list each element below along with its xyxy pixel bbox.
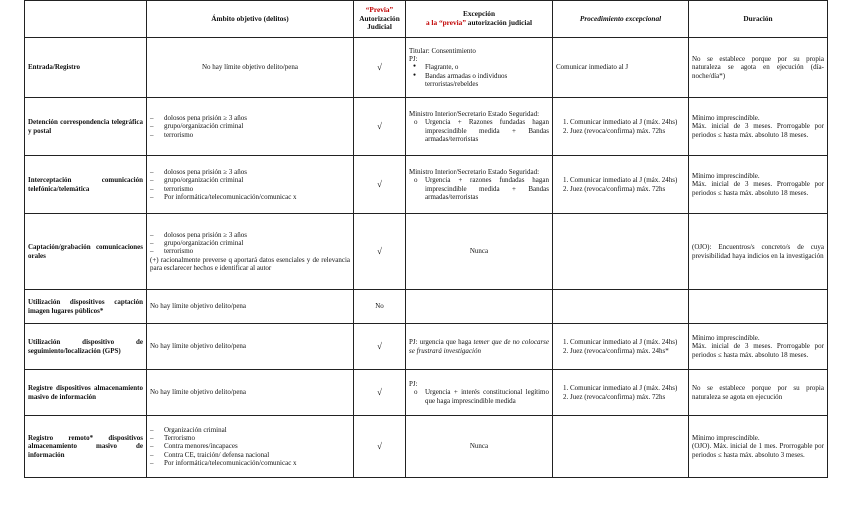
exception-line: PJ: — [409, 379, 418, 388]
list-item: 2. Juez (revoca/confirma) máx. 24hs* — [570, 347, 685, 355]
header-authorization-rest: Autorización Judicial — [359, 13, 400, 32]
row-scope: No hay límite objetivo delito/pena — [147, 324, 354, 370]
table-row — [25, 98, 828, 156]
scope-note: (+) racionalmente preverse q aportará datos esenciales y de relevancia para esclarecer hechos e identificar al autor — [150, 255, 350, 273]
row-exception: Nunca — [406, 416, 553, 478]
header-authorization — [354, 1, 406, 38]
list-item: – terrorismo — [150, 131, 350, 139]
header-row — [25, 1, 828, 38]
list-item: – Contra CE, traición/ defensa nacional — [150, 451, 350, 459]
table-row — [25, 156, 828, 214]
list-item: – Contra menores/incapaces — [150, 442, 350, 450]
row-title: Captación/grabación comunicaciones orales — [25, 214, 147, 290]
check-mark: √ — [354, 324, 406, 370]
row-exception — [406, 38, 553, 98]
row-duration — [689, 156, 828, 214]
row-scope — [147, 98, 354, 156]
list-item: – dolosos pena prisión ≥ 3 años — [150, 168, 350, 176]
check-mark: √ — [354, 38, 406, 98]
header-exception-prefix: a la — [425, 18, 439, 27]
list-item: – Terrorismo — [150, 434, 350, 442]
header-exception-top: Excepción — [462, 9, 496, 19]
list-item: 1. Comunicar inmediato al J (máx. 24hs) — [570, 384, 685, 392]
header-scope: Ámbito objetivo (delitos) — [147, 1, 354, 38]
row-exception — [406, 98, 553, 156]
duration-line: Máx. inicial de 3 meses. Prorrogable por periodos ≤ hasta máx. absoluto 18 meses. — [692, 180, 824, 197]
row-duration — [689, 416, 828, 478]
row-procedure — [553, 324, 689, 370]
row-scope: No hay límite objetivo delito/pena — [147, 370, 354, 416]
row-title: Entrada/Registro — [25, 38, 147, 98]
list-item: o Urgencia + Razones fundadas hagan imprescindible medida + Bandas armadas/terroristas — [409, 118, 549, 143]
list-item: – terrorismo — [150, 247, 350, 255]
row-procedure — [553, 290, 689, 324]
row-duration — [689, 98, 828, 156]
row-duration: (OJO): Encuentros/s concreto/s de cuya previsibilidad haya indicios en la investigación — [689, 214, 828, 290]
header-procedure: Procedimiento excepcional — [553, 1, 689, 38]
header-blank — [25, 1, 147, 38]
check-mark: √ — [354, 214, 406, 290]
header-exception-suffix: autorización judicial — [465, 18, 533, 27]
exception-text: PJ: urgencia que haga — [409, 338, 474, 347]
check-mark: √ — [354, 156, 406, 214]
list-item: – grupo/organización criminal — [150, 239, 350, 247]
duration-line: Máx. inicial de 3 meses. Prorrogable por periodos ≤ hasta máx. absoluto 18 meses. — [692, 342, 824, 359]
row-exception — [406, 370, 553, 416]
row-procedure — [553, 370, 689, 416]
list-item: – Por informática/telecomunicación/comunicac x — [150, 193, 350, 201]
list-item: – Por informática/telecomunicación/comunicac x — [150, 459, 350, 467]
row-scope — [147, 156, 354, 214]
legal-measures-table — [24, 0, 828, 478]
list-item: – terrorismo — [150, 185, 350, 193]
table-row — [25, 214, 828, 290]
row-scope — [147, 416, 354, 478]
row-exception: Nunca — [406, 214, 553, 290]
list-item: – dolosos pena prisión ≥ 3 años — [150, 114, 350, 122]
exception-line: PJ: — [409, 54, 418, 63]
list-item: – dolosos pena prisión ≥ 3 años — [150, 231, 350, 239]
exception-line: Titular: Consentimiento — [409, 46, 476, 55]
check-mark: √ — [354, 98, 406, 156]
exception-line: Ministro Interior/Secretario Estado Seguridad: — [409, 167, 540, 176]
header-exception-red: “previa” — [438, 18, 466, 27]
list-item: 2. Juez (revoca/confirma) máx. 72hs — [570, 393, 685, 401]
list-item: 2. Juez (revoca/confirma) máx. 72hs — [570, 185, 685, 193]
list-item: ● Flagrante, o — [409, 63, 549, 71]
duration-line: Mínimo imprescindible. — [692, 113, 760, 122]
row-duration — [689, 290, 828, 324]
duration-line: (OJO). Máx. inicial de 1 mes. Prorrogable por periodos ≤ hasta máx. absoluto 3 meses. — [692, 442, 824, 459]
duration-line: Mínimo imprescindible. — [692, 171, 760, 180]
list-item: – grupo/organización criminal — [150, 176, 350, 184]
list-item: ● Bandas armadas o individuos terroristas/rebeldes — [409, 72, 549, 89]
list-item: 1. Comunicar inmediato al J (máx. 24hs) — [570, 338, 685, 346]
table-row — [25, 38, 828, 98]
row-procedure: Comunicar inmediato al J — [553, 38, 689, 98]
row-title: Registro remoto* dispositivos almacenamiento masivo de información — [25, 416, 147, 478]
row-title: Detención correspondencia telegráfica y postal — [25, 98, 147, 156]
row-scope — [147, 214, 354, 290]
exception-text-italic: temer que de no colocarse se frustrará investigación — [409, 338, 549, 355]
list-item: 2. Juez (revoca/confirma) máx. 72hs — [570, 127, 685, 135]
check-mark: √ — [354, 416, 406, 478]
row-title: Registre dispositivos almacenamiento masivo de información — [25, 370, 147, 416]
table-row — [25, 370, 828, 416]
list-item: 1. Comunicar inmediato al J (máx. 24hs) — [570, 176, 685, 184]
row-authorization: No — [354, 290, 406, 324]
list-item: – grupo/organización criminal — [150, 122, 350, 130]
list-item: o Urgencia + razones fundadas hagan imprescindible medida + Bandas armadas/terroristas — [409, 176, 549, 201]
row-procedure — [553, 156, 689, 214]
table-row — [25, 324, 828, 370]
row-exception — [406, 324, 553, 370]
row-title: Utilización dispositivos captación imagen lugares públicos* — [25, 290, 147, 324]
row-exception — [406, 156, 553, 214]
header-exception — [406, 1, 553, 38]
row-title: Interceptación comunicación telefónica/telemática — [25, 156, 147, 214]
row-duration — [689, 324, 828, 370]
row-title: Utilización dispositivo de seguimiento/localización (GPS) — [25, 324, 147, 370]
duration-line: Máx. inicial de 3 meses. Prorrogable por periodos ≤ hasta máx. absoluto 18 meses. — [692, 122, 824, 139]
list-item: – Organización criminal — [150, 426, 350, 434]
row-procedure — [553, 416, 689, 478]
check-mark: √ — [354, 370, 406, 416]
row-duration: No se establece porque por su propia naturaleza se agota en ejecución (día-noche/día*) — [689, 38, 828, 98]
row-scope: No hay límite objetivo delito/pena — [147, 38, 354, 98]
row-duration: No se establece porque por su propia naturaleza se agota en ejecución — [689, 370, 828, 416]
duration-line: Mínimo imprescindible. — [692, 433, 760, 442]
row-procedure — [553, 98, 689, 156]
header-duration: Duración — [689, 1, 828, 38]
duration-line: Mínimo imprescindible. — [692, 333, 760, 342]
row-procedure — [553, 214, 689, 290]
list-item: 1. Comunicar inmediato al J (máx. 24hs) — [570, 118, 685, 126]
row-exception — [406, 290, 553, 324]
table-row — [25, 290, 828, 324]
row-scope: No hay límite objetivo delito/pena — [147, 290, 354, 324]
list-item: o Urgencia + interés constitucional legítimo que haga imprescindible medida — [409, 388, 549, 405]
exception-line: Ministro Interior/Secretario Estado Seguridad: — [409, 109, 540, 118]
header-authorization-red: “Previa” — [365, 4, 394, 14]
table-row — [25, 416, 828, 478]
